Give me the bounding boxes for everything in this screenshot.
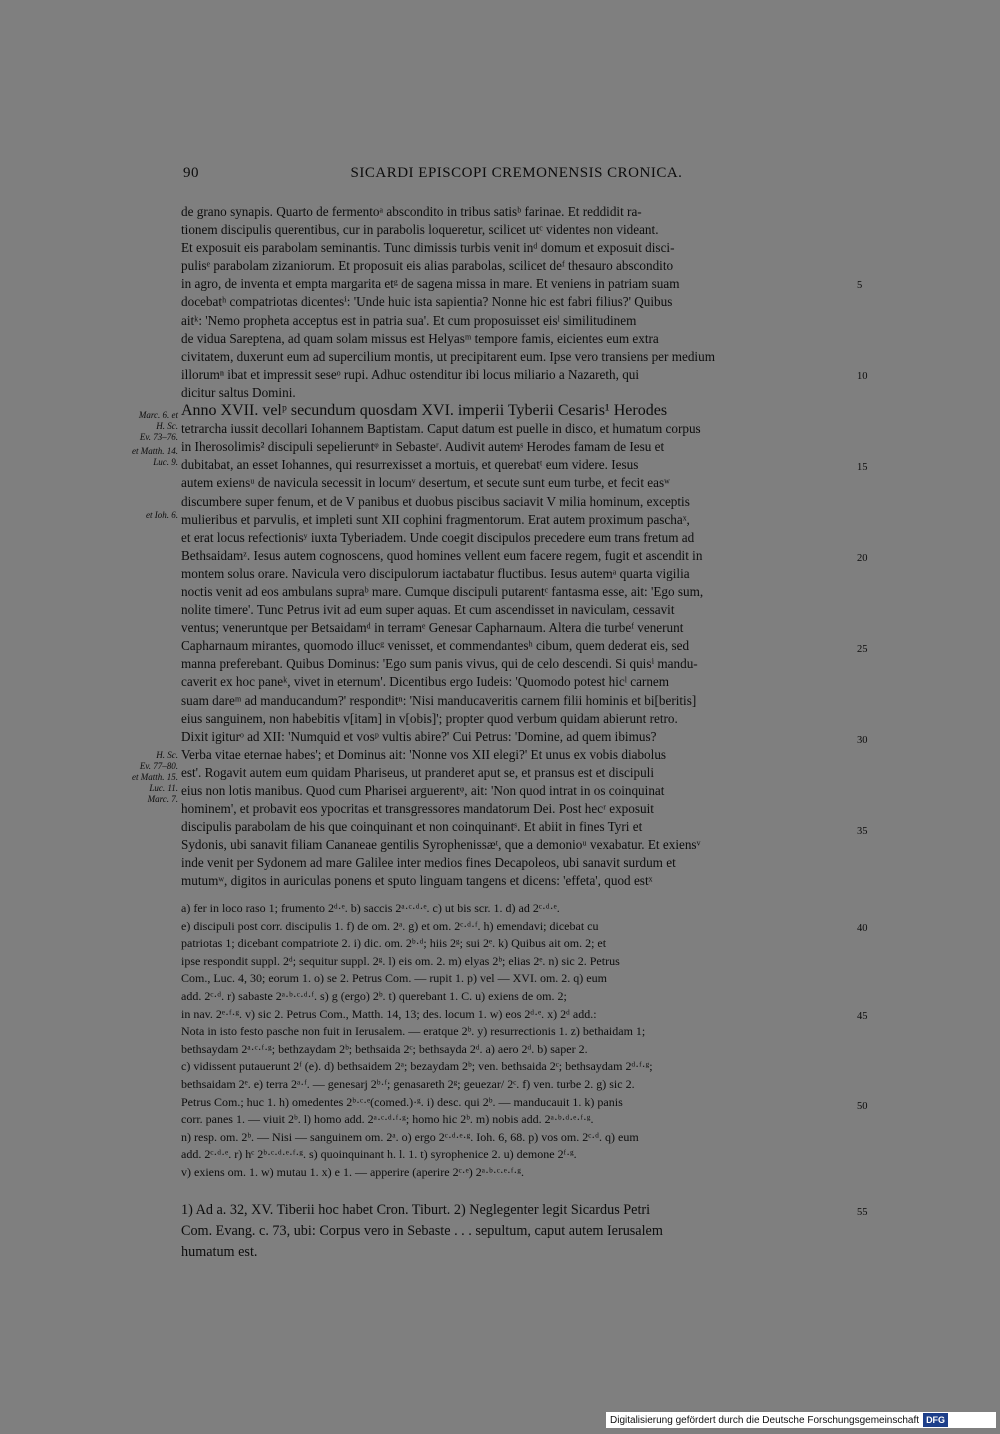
text-line: eius non lotis manibus. Quod cum Pharisei arguerentᵠ, ait: 'Non quod intrat in os coinquinat <box>181 783 665 798</box>
apparatus-line: Nota in isto festo pasche non fuit in Ierusalem. — eratque 2ᵇ. y) resurrectionis 1. z) bethaidam 1; <box>181 1024 646 1039</box>
margin-ref: et Matth. 15. <box>132 772 178 782</box>
line-number: 55 <box>857 1207 868 1218</box>
page-number: 90 <box>183 165 199 181</box>
margin-ref: et Matth. 14. <box>132 446 178 456</box>
apparatus-line: v) exiens om. 1. w) mutau 1. x) e 1. — apperire (aperire 2ᶜ·ᵉ) 2ᵃ·ᵇ·ᶜ·ᵉ·ᶠ·ᵍ. <box>181 1164 524 1179</box>
text-line: ventus; veneruntque per Betsaidamᵈ in terramᵉ Genesar Capharnaum. Altera die turbeᶠ venerunt <box>181 620 684 636</box>
line-number: 10 <box>857 371 868 382</box>
line-number: 30 <box>857 735 868 746</box>
dfg-footer <box>606 1412 996 1428</box>
margin-ref: Luc. 11. <box>149 783 178 793</box>
margin-ref: Luc. 9. <box>153 457 178 467</box>
line-number: 45 <box>857 1011 868 1022</box>
line-number: 50 <box>857 1101 868 1112</box>
apparatus-line: n) resp. om. 2ᵇ. — Nisi — sanguinem om. 2ᵃ. o) ergo 2ᶜ·ᵈ·ᵉ·ᵍ. Ioh. 6, 68. p) vos om. 2ᶜ·ᵈ. q) eum <box>181 1129 639 1144</box>
text-line: in Iherosolimis² discipuli sepelieruntᵠ in Sebasteʳ. Audivit autemˢ Herodes famam de Iesu et <box>181 439 665 455</box>
text-line: autem exiensᵘ de navicula secessit in locumᵛ desertum, et secute sunt eum turbe, et fecit easʷ <box>181 475 670 491</box>
text-line: Capharnaum mirantes, quomodo illucᵍ venisset, et commendantesʰ cibum, quem dederat eis, sed <box>181 638 690 654</box>
text-line: illorumⁿ ibat et impressit seseᵒ rupi. Adhuc ostenditur ibi locus miliario a Nazareth, qui <box>181 366 640 382</box>
margin-ref: H. Sc. <box>156 750 178 760</box>
margin-ref: Ev. 77–80. <box>139 761 178 771</box>
text-line: eius sanguinem, non habebitis v[itam] in v[obis]'; propter quod verbum quidam abierunt retro. <box>181 710 678 726</box>
critical-apparatus <box>181 900 853 1182</box>
text-line: tetrarcha iussit decollari Iohannem Baptistam. Caput datum est puelle in disco, et humatum corpus <box>181 421 701 437</box>
line-number: 20 <box>857 553 868 564</box>
apparatus-line: ipse respondit suppl. 2ᵈ; sequitur suppl. 2ᵍ. l) eis om. 2. m) elyas 2ᵇ; elias 2ᵉ. n) sic 2. Petrus <box>181 953 620 968</box>
apparatus-line: bethsaydam 2ᵃ·ᶜ·ᶠ·ᵍ; bethzaydam 2ᵇ; bethsaida 2ᶜ; bethsayda 2ᵈ. a) aero 2ᵈ. b) saper 2. <box>181 1041 588 1056</box>
line-number: 5 <box>857 280 863 291</box>
dfg-logo: DFG <box>923 1413 948 1427</box>
margin-ref: H. Sc. <box>156 421 178 431</box>
apparatus-line: patriotas 1; dicebant compatriote 2. i) dic. om. 2ᵇ·ᵈ; hiis 2ᵍ; sui 2ᵉ. k) Quibus ait om. 2; et <box>181 936 607 951</box>
footnote-line: humatum est. <box>181 1244 258 1260</box>
text-line: inde venit per Sydonem ad mare Galilee inter medios fines Decapoleos, ubi sanavit surdum et <box>181 855 676 871</box>
line-number: 40 <box>857 923 868 934</box>
apparatus-line: bethsaidam 2ᵉ. e) terra 2ᵃ·ᶠ. — genesarj 2ᵇ·ᶠ; genasareth 2ᵍ; geuezar/ 2ᶜ. f) ven. turbe 2. g) sic 2. <box>181 1076 635 1091</box>
text-line: nolite timere'. Tunc Petrus ivit ad eum super aquas. Et cum ascendisset in naviculam, cessavit <box>181 602 675 618</box>
text-line: discumbere super fenum, et de V panibus et duobus piscibus saciavit V milia hominum, exceptis <box>181 493 690 509</box>
text-line: docebatʰ compatriotas dicentesⁱ: 'Unde huic ista sapientia? Nonne hic est fabri filius?' Quibus <box>181 294 673 310</box>
apparatus-line: in nav. 2ᵉ·ᶠ·ᵍ. v) sic 2. Petrus Com., Matth. 14, 13; des. locum 1. w) eos 2ᵈ·ᵉ. x) 2ᵈ add.: <box>181 1006 597 1021</box>
apparatus-line: add. 2ᶜ·ᵈ. r) sabaste 2ᵃ·ᵇ·ᶜ·ᵈ·ᶠ. s) g (ergo) 2ᵇ. t) querebant 1. C. u) exiens de om. 2; <box>181 988 567 1003</box>
apparatus-line: c) vidissent putauerunt 2ᶠ (e). d) bethsaidem 2ᵃ; bezaydam 2ᵇ; ven. bethsaida 2ᶜ; bethsaydam 2ᵈ·ᶠ·ᵍ; <box>181 1059 653 1074</box>
text-line: caverit ex hoc paneᵏ, vivet in eternum'. Dicentibus ergo Iudeis: 'Quomodo potest hicˡ carnem <box>181 674 670 690</box>
text-line: Verba vitae eternae habes'; et Dominus ait: 'Nonne vos XII elegi?' Et unus ex vobis diabolus <box>181 746 667 762</box>
text-line: pulisᵉ parabolam zizaniorum. Et proposuit eis alias parabolas, scilicet deᶠ thesauro abscondito <box>181 258 674 274</box>
text-line: manna preferebant. Quibus Dominus: 'Ego sum panis vivus, qui de celo descendi. Si quisⁱ mandu- <box>181 656 698 672</box>
margin-ref: Ev. 73–76. <box>139 432 178 442</box>
text-line: noctis venit ad eos ambulans supraᵇ mare. Cumque discipuli putarentᶜ fantasma esse, ait: 'Ego sum, <box>181 583 704 599</box>
text-line: de vidua Sareptena, ad quam solam missus est Helyasᵐ tempore famis, eicientes eum extra <box>181 330 659 346</box>
text-line: de grano synapis. Quarto de fermentoᵃ abscondito in tribus satisᵇ farinae. Et reddidit ra- <box>181 204 642 219</box>
margin-ref: Marc. 6. et <box>138 410 178 420</box>
text-line: montem solus orare. Navicula vero discipulorum iactabatur fluctibus. Iesus autemᵃ quarta vigilia <box>181 565 690 581</box>
apparatus-line: a) fer in loco raso 1; frumento 2ᵈ·ᵉ. b) saccis 2ᵃ·ᶜ·ᵈ·ᵉ. c) ut bis scr. 1. d) ad 2ᶜ·ᵈ·ᵉ. <box>181 901 560 915</box>
apparatus-line: corr. panes 1. — viuit 2ᵇ. l) homo add. 2ᵃ·ᶜ·ᵈ·ᶠ·ᵍ; homo hic 2ᵇ. m) nobis add. 2ᵃ·ᵇ·ᵈ·ᵉ·ᶠ·ᵍ. <box>181 1112 594 1127</box>
text-line: in agro, de inventa et empta margarita etᵍ de sagena missa in mare. Et veniens in patriam suam <box>181 276 680 292</box>
main-text <box>181 203 853 891</box>
text-line: dicitur saltus Domini. <box>181 384 296 400</box>
footer-text: Digitalisierung gefördert durch die Deutsche Forschungsgemeinschaft <box>610 1414 920 1426</box>
text-line: discipulis parabolam de his que coinquinant et non coinquinantˢ. Et abiit in fines Tyri et <box>181 819 643 835</box>
text-line: Anno XVII. velᵖ secundum quosdam XVI. imperii Tyberii Cesaris¹ Herodes <box>181 402 668 420</box>
text-line: civitatem, duxerunt eum ad supercilium montis, ut precipitarent eum. Ipse vero transiens per medium <box>181 348 715 364</box>
text-line: hominem', et probavit eos ypocritas et transgressores mandatorum Dei. Post hecʳ exposuit <box>181 801 654 817</box>
text-line: Dixit igiturᵒ ad XII: 'Numquid et vosᵖ vultis abire?' Cui Petrus: 'Domine, ad quem ibimus? <box>181 728 657 744</box>
text-line: Et exposuit eis parabolam seminantis. Tunc dimissis turbis venit inᵈ domum et exposuit disci- <box>181 240 675 256</box>
margin-ref: et Ioh. 6. <box>146 510 178 520</box>
line-number: 25 <box>857 644 868 655</box>
line-number: 35 <box>857 826 868 837</box>
apparatus-line: add. 2ᶜ·ᵈ·ᵉ. r) hᶜ 2ᵇ·ᶜ·ᵈ·ᵉ·ᶠ·ᵍ. s) quoinquinant h. l. 1. t) syrophenice 2. u) demone 2ᶠ·ᵍ. <box>181 1147 577 1162</box>
text-line: Sydonis, ubi sanavit filiam Cananeae gentilis Syrophenissæᵗ, que a demonioᵘ vexabatur. Et exiensᵛ <box>181 837 701 853</box>
text-line: aitᵏ: 'Nemo propheta acceptus est in patria sua'. Et cum proposuisset eisˡ similitudinem <box>181 312 637 328</box>
apparatus-line: Petrus Com.; huc 1. h) omedentes 2ᵇ·ᶜ·ᵉ(comed.)·ᵍ. i) desc. qui 2ᵇ. — manducauit 1. k) panis <box>181 1094 623 1109</box>
margin-ref: Marc. 7. <box>147 794 178 804</box>
text-line: mutumʷ, digitos in auriculas ponens et sputo linguam tangens et dicens: 'effeta', quod estˣ <box>181 873 653 889</box>
text-line: tionem discipulis querentibus, cur in parabolis loqueretur, scilicet utᶜ videntes non videant. <box>181 222 659 238</box>
line-number: 15 <box>857 462 868 473</box>
footnote-line: 1) Ad a. 32, XV. Tiberii hoc habet Cron. Tiburt. 2) Neglegenter legit Sicardus Petri <box>181 1202 651 1218</box>
apparatus-line: e) discipuli post corr. discipulis 1. f) de om. 2ᵃ. g) et om. 2ᶜ·ᵈ·ᶠ. h) emendavi; dicebat cu <box>181 918 599 933</box>
apparatus-line: Com., Luc. 4, 30; eorum 1. o) se 2. Petrus Com. — rupit 1. p) vel — XVI. om. 2. q) eum <box>181 971 607 986</box>
text-line: et erat locus refectionisʸ iuxta Tyberiadem. Unde coegit discipulos precedere eum trans fretum ad <box>181 529 695 545</box>
page-title: SICARDI EPISCOPI CREMONENSIS CRONICA. <box>350 165 683 181</box>
text-line: Bethsaidamᶻ. Iesus autem cognoscens, quod homines vellent eum facere regem, fugit et ascendit in <box>181 547 703 563</box>
footnotes <box>181 1200 853 1263</box>
text-line: est'. Rogavit autem eum quidam Phariseus, ut pranderet aput se, et pransus est et discipuli <box>181 764 654 780</box>
text-line: mulieribus et parvulis, et impleti sunt XII cophini fragmentorum. Erat autem proximum paschaˣ, <box>181 511 690 527</box>
footnote-line: Com. Evang. c. 73, ubi: Corpus vero in Sebaste . . . sepultum, caput autem Ierusalem <box>181 1223 663 1239</box>
text-line: dubitabat, an esset Iohannes, qui resurrexisset a mortuis, et querebatᵗ eum videre. Iesus <box>181 457 639 473</box>
text-line: suam dareᵐ ad manducandum?' responditⁿ: 'Nisi manducaveritis carnem filii hominis et bi[beritis] <box>181 692 697 708</box>
